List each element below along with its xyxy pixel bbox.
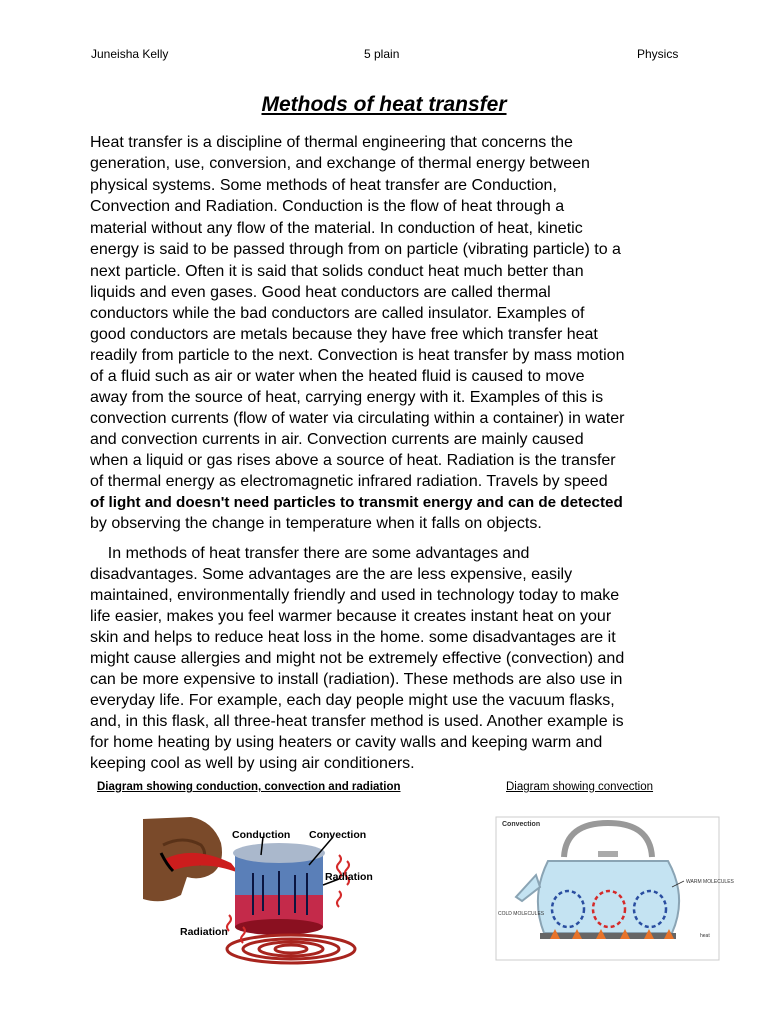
label-convection: Convection (309, 829, 367, 841)
text-line: everyday life. For example, each day people might use the vacuum flasks, (90, 692, 615, 709)
label-convection-title: Convection (502, 821, 541, 828)
text-line: away from the source of heat, carrying energy with it. Examples of this is (90, 389, 604, 406)
text-line: readily from particle to the next. Convection is heat transfer by mass motion (90, 347, 625, 364)
figure-conduction-convection-radiation (143, 815, 380, 972)
text-line: of thermal energy as electromagnetic infrared radiation. Travels by speed (90, 473, 608, 490)
text-line: and, in this flask, all three-heat transfer method is used. Another example is (90, 713, 624, 730)
text-line: can be more expensive to install (radiation). These methods are also use in (90, 671, 623, 688)
text-line: good conductors are metals because they have free which transfer heat (90, 326, 598, 343)
text-line: disadvantages. Some advantages are the are less expensive, easily (90, 566, 573, 583)
text-line: convection currents (flow of water via circulating within a container) in water (90, 410, 625, 427)
text-line: life easier, makes you feel warmer because it creates instant heat on your (90, 608, 612, 625)
header-class: 5 plain (364, 47, 400, 61)
text-line: energy is said to be passed through from on particle (vibrating particle) to a (90, 241, 621, 258)
text-line: Convection and Radiation. Conduction is the flow of heat through a (90, 198, 565, 215)
text-line: of a fluid such as air or water when the heated fluid is caused to move (90, 368, 585, 385)
label-warm-molecules: WARM MOLECULES (686, 879, 734, 885)
text-line-bold: of light and doesn't need particles to transmit energy and can de detected (90, 494, 623, 511)
text-line: Heat transfer is a discipline of thermal engineering that concerns the (90, 134, 573, 151)
text-line: generation, use, conversion, and exchange of thermal energy between (90, 155, 590, 172)
page-title: Methods of heat transfer (261, 93, 507, 116)
figure-convection-kettle (496, 817, 734, 960)
text-line: maintained, environmentally friendly and used in technology today to make (90, 587, 620, 604)
label-radiation-right: Radiation (325, 871, 373, 883)
header-subject: Physics (637, 47, 679, 61)
text-line: In methods of heat transfer there are some advantages and (90, 545, 530, 562)
text-line: conductors while the bad conductors are called insulator. Examples of (90, 305, 585, 322)
text-line: might cause allergies and might not be extremely effective (convection) and (90, 650, 625, 667)
label-cold-molecules: COLD MOLECULES (498, 911, 545, 917)
text-line: by observing the change in temperature when it falls on objects. (90, 515, 542, 532)
text-line: liquids and even gases. Good heat conductors are called thermal (90, 284, 551, 301)
text-line: next particle. Often it is said that solids conduct heat much better than (90, 263, 584, 280)
text-line: material without any flow of the material. In conduction of heat, kinetic (90, 220, 583, 237)
header-author: Juneisha Kelly (91, 47, 169, 61)
text-line: and convection currents in air. Convection currents are mainly caused (90, 431, 584, 448)
label-heat: heat (700, 933, 710, 939)
label-radiation-bottom: Radiation (180, 926, 228, 938)
caption-right: Diagram showing convection (506, 781, 654, 793)
text-line: when a liquid or gas rises above a source of heat. Radiation is the transfer (90, 452, 616, 469)
text-line: keeping cool as well by using air conditioners. (90, 755, 415, 772)
text-line: skin and helps to reduce heat loss in the home. some disadvantages are it (90, 629, 616, 646)
text-line: for home heating by using heaters or cavity walls and keeping warm and (90, 734, 603, 751)
kettle-body (538, 861, 679, 933)
label-conduction: Conduction (232, 829, 291, 841)
caption-left: Diagram showing conduction, convection and radiation (97, 781, 401, 793)
text-line: physical systems. Some methods of heat transfer are Conduction, (90, 177, 557, 194)
